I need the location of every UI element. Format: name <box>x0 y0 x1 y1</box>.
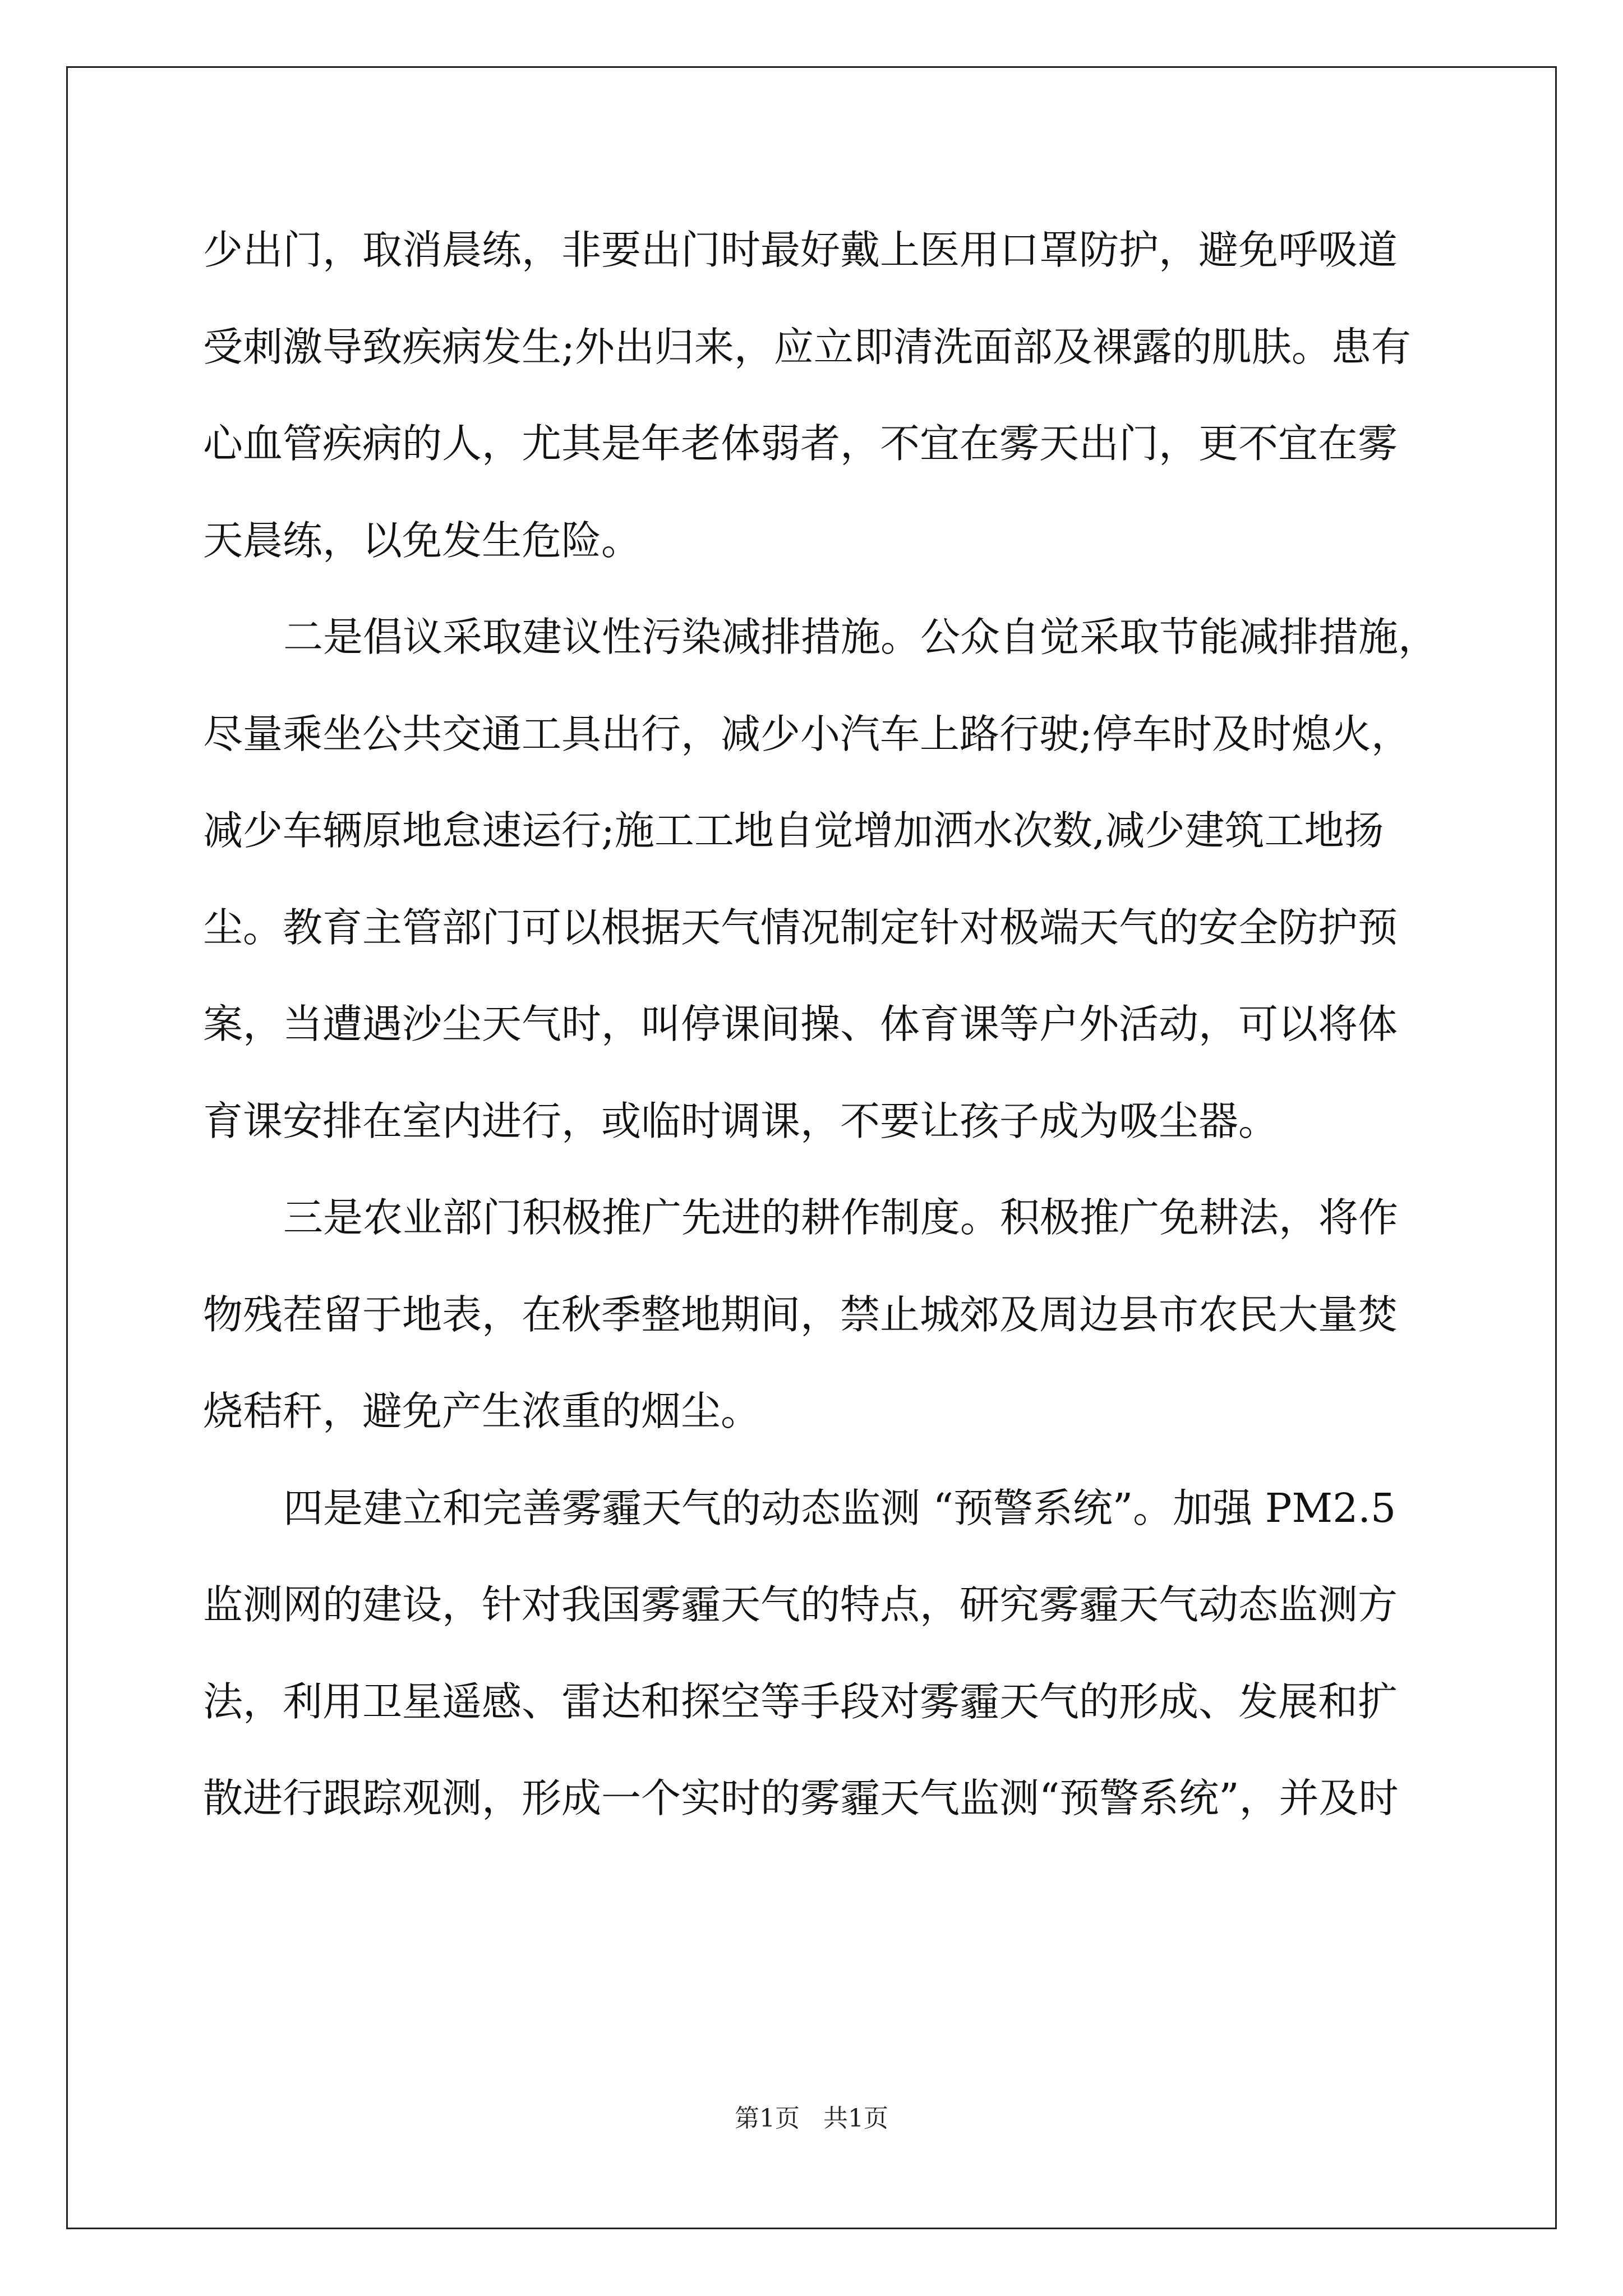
document-body <box>203 202 1438 1847</box>
text-line: 育课安排在室内进行，或临时调课，不要让孩子成为吸尘器。 <box>203 1097 1279 1144</box>
text-line: 散进行跟踪观测，形成一个实时的雾霾天气监测“预警系统”，并及时 <box>203 1775 1399 1821</box>
paragraph-first-line: 四是建立和完善雾霾天气的动态监测 “预警系统”。加强 PM2.5 <box>283 1484 1396 1531</box>
text-line: 案，当遭遇沙尘天气时，叫停课间操、体育课等户外活动，可以将体 <box>203 1001 1398 1047</box>
text-line: 烧秸秆，避免产生浓重的烟尘。 <box>203 1388 761 1434</box>
text-line: 心血管疾病的人，尤其是年老体弱者，不宜在雾天出门，更不宜在雾 <box>203 420 1398 467</box>
text-line: 法，利用卫星遥感、雷达和探空等手段对雾霾天气的形成、发展和扩 <box>203 1678 1398 1725</box>
paragraph-first-line: 二是倡议采取建议性污染减排措施。公众自觉采取节能减排措施， <box>283 614 1438 660</box>
text-line: 受刺激导致疾病发生;外出归来，应立即清洗面部及裸露的肌肤。患有 <box>203 323 1411 370</box>
text-line: 监测网的建设，针对我国雾霾天气的特点，研究雾霾天气动态监测方 <box>203 1581 1398 1628</box>
text-line: 减少车辆原地怠速运行;施工工地自觉增加洒水次数,减少建筑工地扬 <box>203 807 1384 854</box>
paragraph-first-line: 三是农业部门积极推广先进的耕作制度。积极推广免耕法，将作 <box>283 1194 1399 1241</box>
text-line: 尘。教育主管部门可以根据天气情况制定针对极端天气的安全防护预 <box>203 904 1398 951</box>
text-line: 少出门，取消晨练，非要出门时最好戴上医用口罩防护，避免呼吸道 <box>203 227 1398 273</box>
text-line: 尽量乘坐公共交通工具出行，减少小汽车上路行驶;停车时及时熄火， <box>203 710 1411 757</box>
text-line: 物残茬留于地表，在秋季整地期间，禁止城郊及周边县市农民大量焚 <box>203 1291 1398 1338</box>
page-number-footer: 第1页 共1页 <box>735 2104 888 2133</box>
text-line: 天晨练，以免发生危险。 <box>203 517 642 564</box>
